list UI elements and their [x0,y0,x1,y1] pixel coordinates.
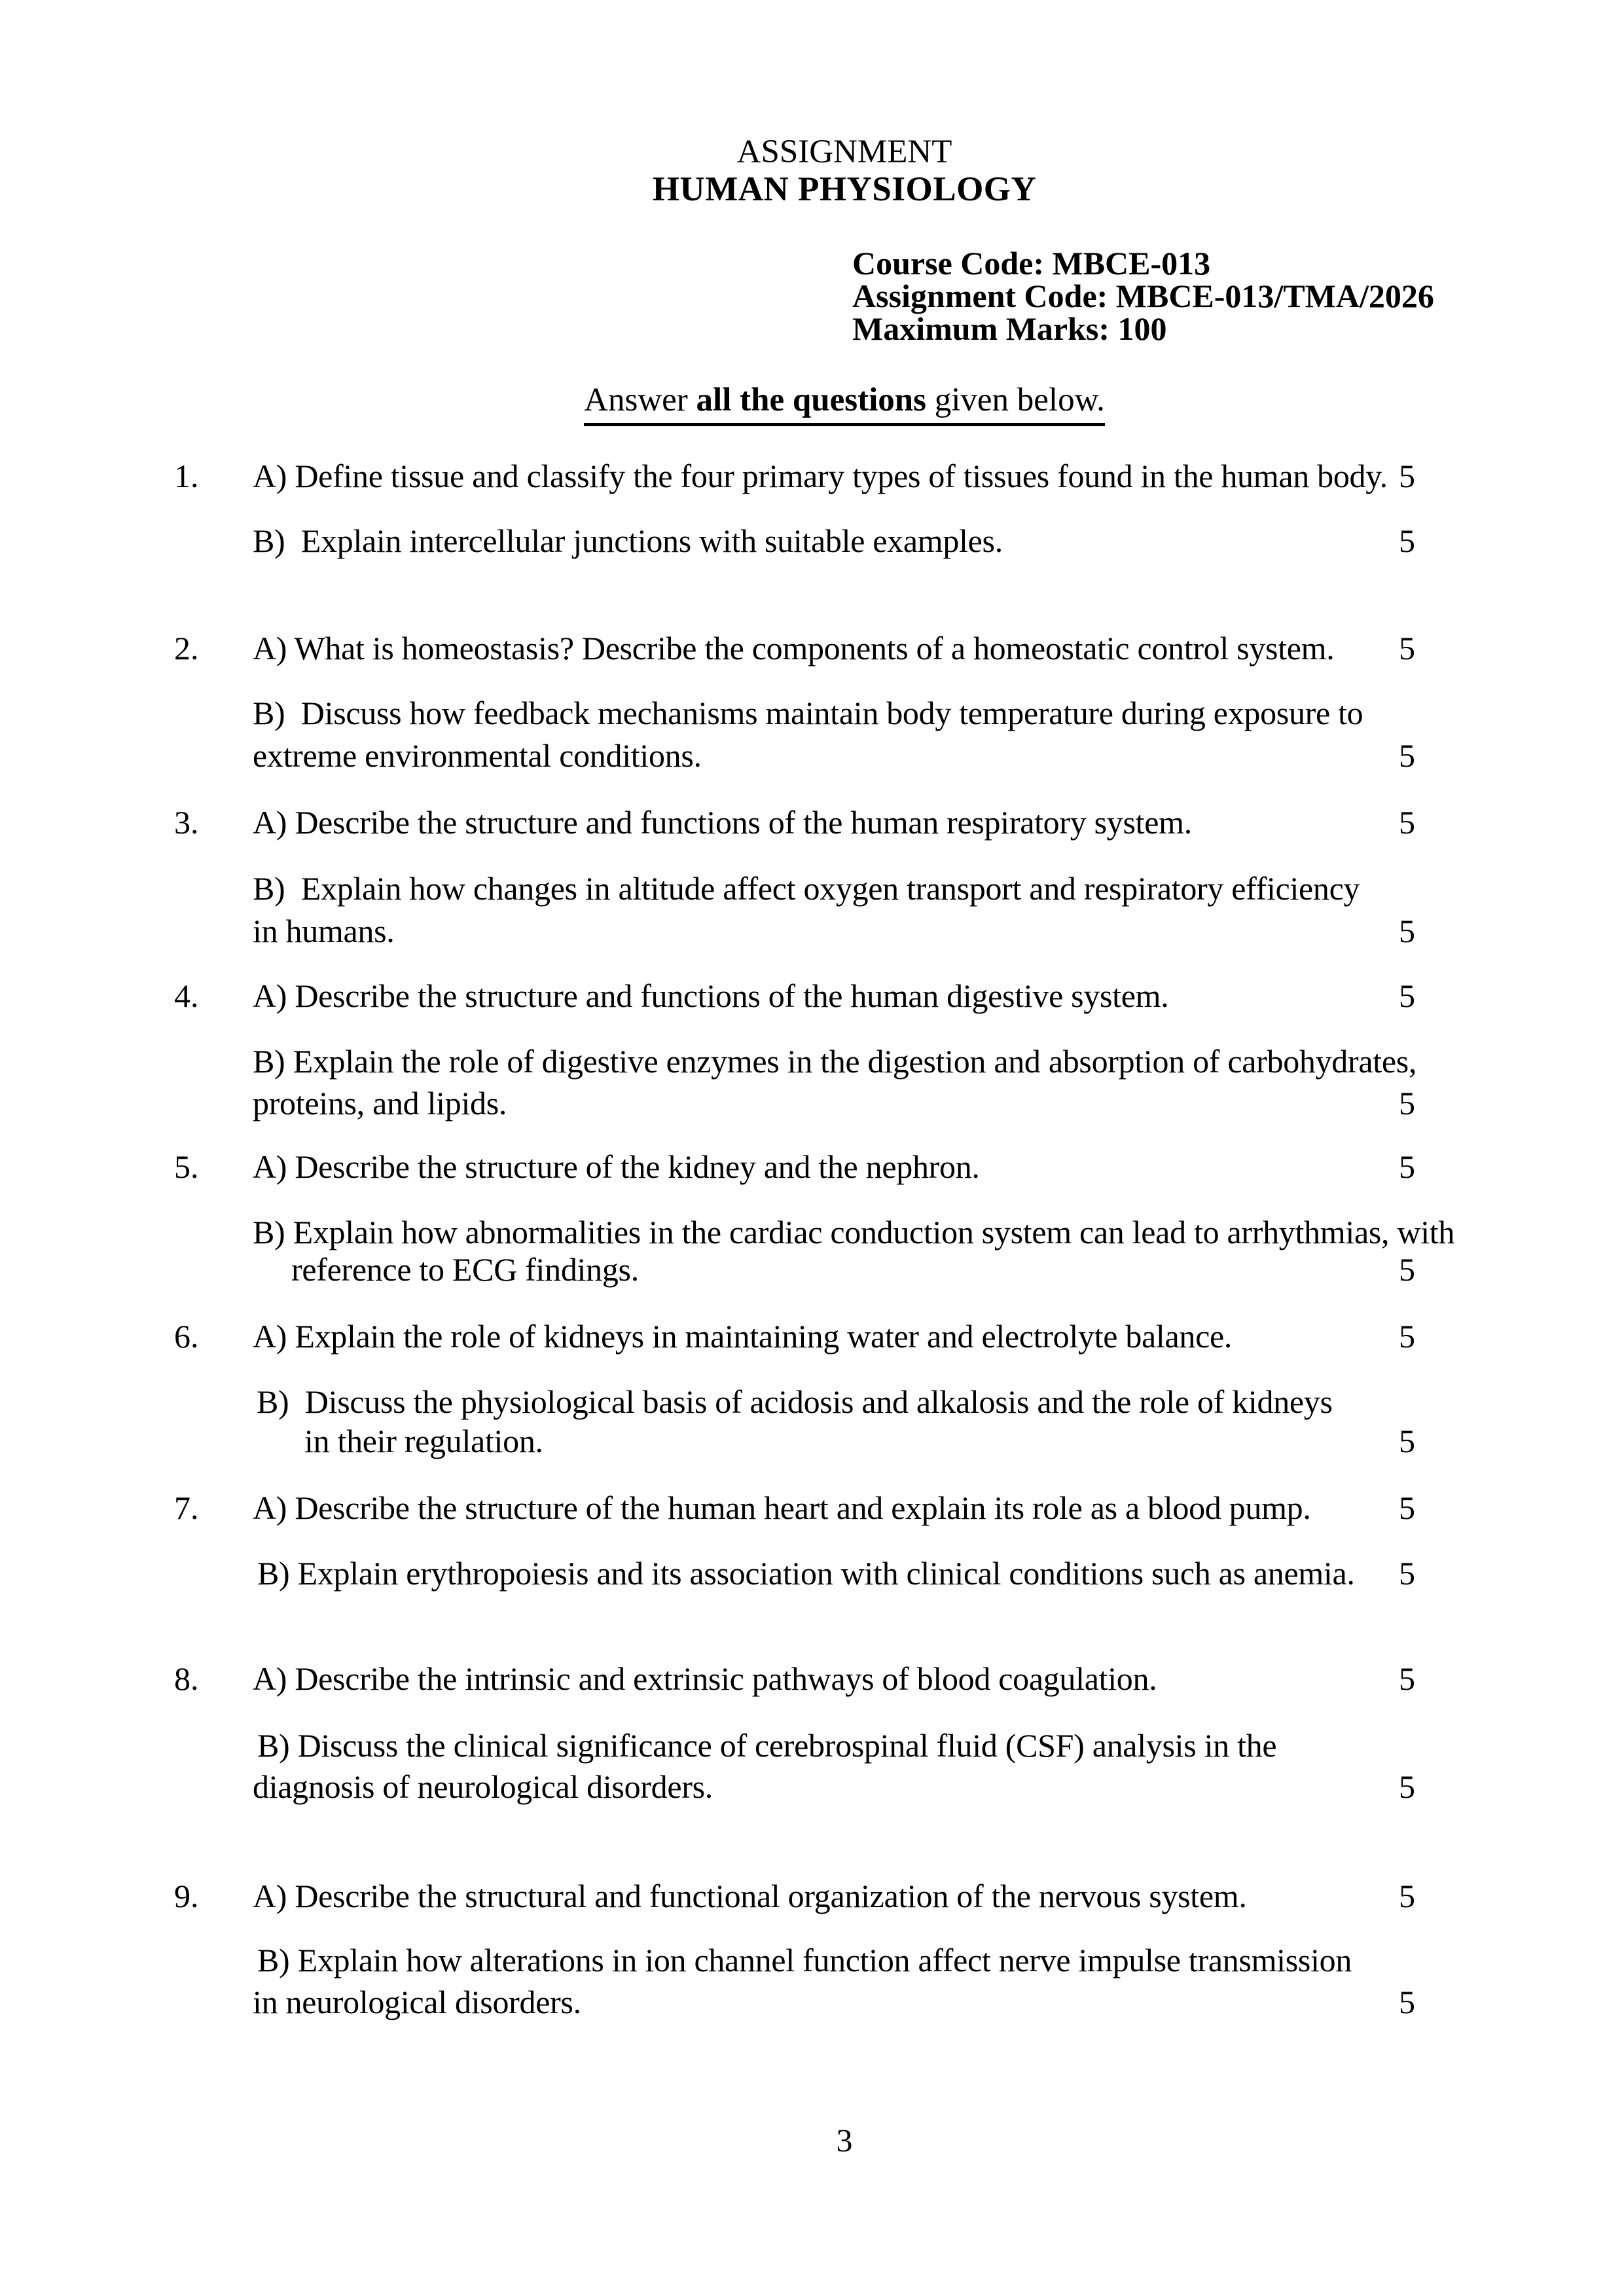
question-part-text: B) Discuss the clinical significance of cerebrospinal fluid (CSF) analysis in the [257,1727,1277,1764]
question-number: 4. [174,977,199,1014]
question-1a-line [0,460,1624,501]
question-9b-line1 [0,1944,1624,1986]
question-part-text: B) Explain erythropoiesis and its association with clinical conditions such as anemia. [257,1555,1355,1592]
question-7a-line [0,1491,1624,1533]
question-4b-line1 [0,1045,1624,1087]
question-5b-line1 [0,1216,1624,1258]
assignment-code: Assignment Code: MBCE-013/TMA/2026 [852,278,1434,314]
marks-value: 5 [1399,630,1415,666]
marks-value: 5 [1399,804,1415,841]
instruction-line [0,384,1624,417]
question-number: 6. [174,1318,199,1355]
marks-value: 5 [1399,1984,1415,2020]
question-2a-line [0,632,1624,674]
marks-value: 5 [1399,1318,1415,1355]
question-part-text: diagnosis of neurological disorders. [253,1768,713,1805]
question-6a-line [0,1320,1624,1362]
question-part-text: A) Explain the role of kidneys in maintaining water and electrolyte balance. [253,1318,1233,1355]
question-part-text: A) Describe the structure of the kidney and the nephron. [253,1148,980,1185]
marks-value: 5 [1399,1555,1415,1592]
instruction-underlined [584,382,1105,426]
question-7b-line [0,1557,1624,1599]
instruction-prefix: Answer [584,382,696,418]
marks-value: 5 [1399,737,1415,774]
question-part-text: reference to ECG findings. [291,1251,639,1288]
marks-value: 5 [1399,458,1415,494]
marks-value: 5 [1399,977,1415,1014]
marks-value: 5 [1399,1489,1415,1526]
question-3a-line [0,806,1624,848]
question-6b-line2 [0,1425,1624,1467]
question-number: 8. [174,1660,199,1697]
marks-value: 5 [1399,1085,1415,1121]
instruction-suffix: given below. [926,382,1105,418]
question-2b-line1 [0,697,1624,738]
maximum-marks: Maximum Marks: 100 [852,310,1167,347]
question-part-text: in neurological disorders. [253,1984,581,2020]
question-9a-line [0,1880,1624,1922]
page-number: 3 [836,2122,853,2159]
marks-value: 5 [1399,1423,1415,1459]
question-part-text: in their regulation. [304,1423,543,1459]
question-number: 1. [174,458,199,494]
marks-value: 5 [1399,1251,1415,1288]
question-number: 5. [174,1148,199,1185]
question-8b-line2 [0,1770,1624,1812]
question-part-text: B) Explain how alterations in ion channel function affect nerve impulse transmission [257,1942,1352,1978]
question-part-text: A) Describe the structure and functions of the human respiratory system. [253,804,1192,841]
marks-value: 5 [1399,522,1415,559]
question-2b-line2 [0,739,1624,781]
question-5b-line2 [0,1253,1624,1295]
question-part-text: B) Explain how changes in altitude affect oxygen transport and respiratory efficiency [253,870,1360,907]
question-3b-line1 [0,872,1624,914]
question-4a-line [0,979,1624,1021]
question-part-text: A) What is homeostasis? Describe the components of a homeostatic control system. [253,630,1335,666]
marks-value: 5 [1399,1148,1415,1185]
question-number: 7. [174,1489,199,1526]
question-5a-line [0,1150,1624,1192]
question-6b-line1 [0,1385,1624,1427]
question-part-text: A) Describe the structure of the human heart and explain its role as a blood pump. [253,1489,1311,1526]
question-part-text: B) Explain intercellular junctions with suitable examples. [253,522,1003,559]
question-8a-line [0,1662,1624,1704]
question-1b-line [0,524,1624,566]
question-part-text: A) Define tissue and classify the four primary types of tissues found in the human body. [253,458,1388,494]
question-part-text: proteins, and lipids. [253,1085,507,1121]
marks-value: 5 [1399,1660,1415,1697]
question-8b-line1 [0,1729,1624,1771]
question-number: 9. [174,1878,199,1914]
marks-value: 5 [1399,913,1415,949]
question-part-text: B) Discuss the physiological basis of acidosis and alkalosis and the role of kidneys [257,1383,1333,1420]
course-code: Course Code: MBCE-013 [852,245,1211,282]
question-number: 2. [174,630,199,666]
question-4b-line2 [0,1087,1624,1129]
marks-value: 5 [1399,1768,1415,1805]
question-part-text: in humans. [253,913,395,949]
question-number: 3. [174,804,199,841]
marks-value: 5 [1399,1878,1415,1914]
question-3b-line2 [0,915,1624,957]
page-title: ASSIGNMENT [736,134,952,170]
question-part-text: extreme environmental conditions. [253,737,702,774]
course-title: HUMAN PHYSIOLOGY [652,170,1037,208]
question-9b-line2 [0,1986,1624,2028]
question-part-text: B) Explain how abnormalities in the cardiac conduction system can lead to arrhythmias, with [253,1214,1455,1250]
question-part-text: A) Describe the structure and functions of the human digestive system. [253,977,1169,1014]
question-part-text: A) Describe the structural and functional organization of the nervous system. [253,1878,1247,1914]
question-part-text: B) Discuss how feedback mechanisms maintain body temperature during exposure to [253,695,1363,731]
question-part-text: B) Explain the role of digestive enzymes in the digestion and absorption of carbohydrates, [253,1043,1417,1080]
instruction-emphasis: all the questions [696,382,926,418]
question-part-text: A) Describe the intrinsic and extrinsic pathways of blood coagulation. [253,1660,1157,1697]
